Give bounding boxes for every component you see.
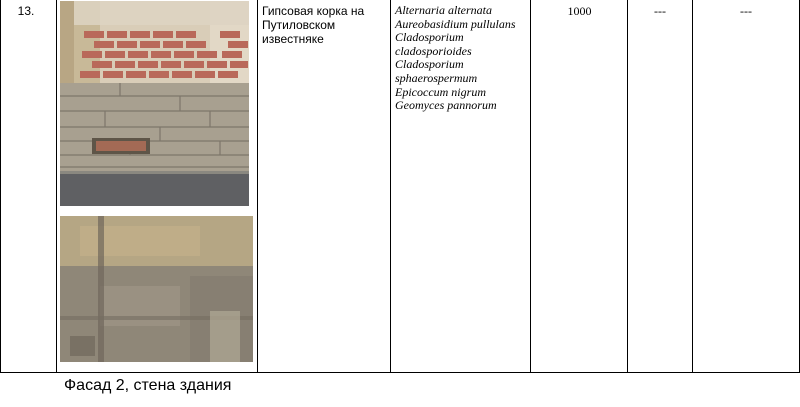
table-divider	[627, 0, 628, 373]
table-divider	[530, 0, 531, 373]
count-value: 1000	[567, 4, 592, 18]
species-item: Alternaria alternata	[395, 3, 492, 17]
table-bottom-border	[0, 372, 800, 373]
species-item: Epicoccum nigrum	[395, 84, 486, 99]
empty-value: ---	[654, 4, 666, 18]
photo-caption: Фасад 2, стена здания	[64, 377, 232, 394]
species-item: Cladosporium sphaerospermum	[395, 57, 478, 85]
table-divider	[390, 0, 391, 373]
empty-value: ---	[740, 4, 752, 18]
species-item: Aureobasidium pullulans	[395, 16, 516, 31]
material-description: Гипсовая корка на Путиловском известняке	[262, 4, 365, 46]
row-number: 13.	[17, 4, 35, 18]
species-item: Geomyces pannorum	[395, 98, 497, 113]
species-item: Cladosporium cladosporioides	[395, 30, 472, 58]
table-border-left	[0, 0, 1, 373]
limestone-closeup-photo	[60, 216, 253, 362]
table-divider	[56, 0, 57, 373]
table-divider	[257, 0, 258, 373]
facade-photo	[60, 1, 249, 206]
table-divider	[692, 0, 693, 373]
species-list	[395, 4, 529, 113]
